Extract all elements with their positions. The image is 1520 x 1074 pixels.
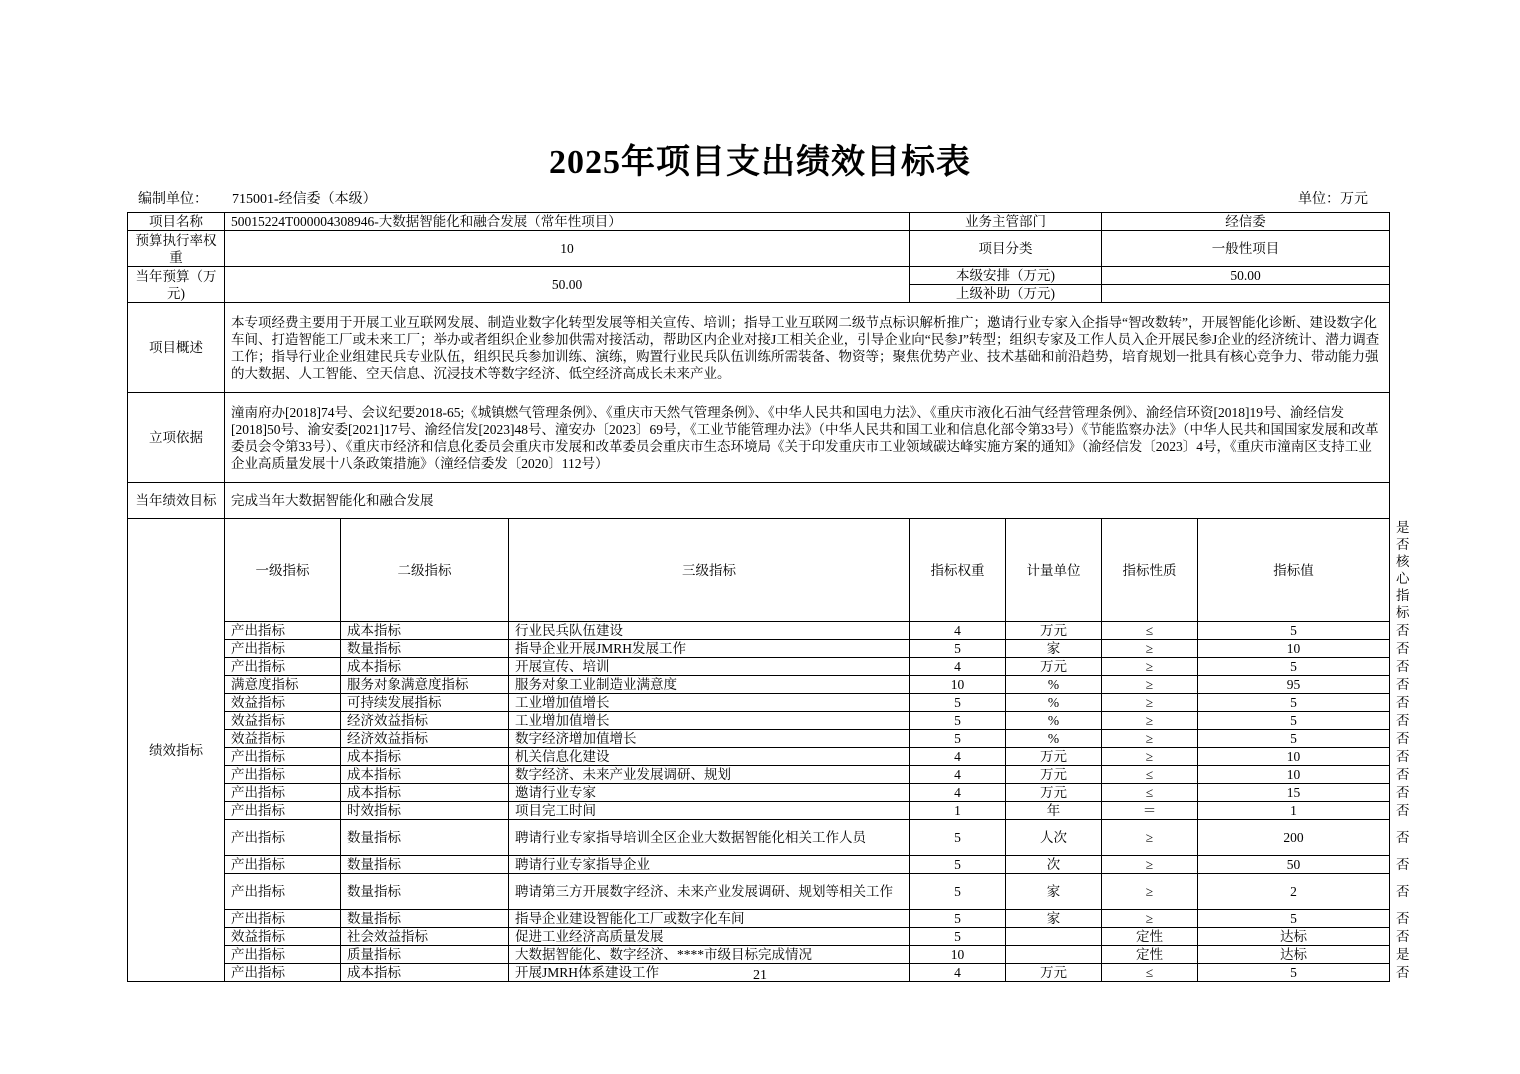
indicator-level1: 产出指标 (225, 640, 341, 658)
compiling-unit-label: 编制单位： (138, 192, 208, 207)
page-title: 2025年项目支出绩效目标表 (549, 144, 971, 181)
indicator-level2: 质量指标 (341, 946, 509, 964)
indicator-row: 产出指标 质量指标 大数据智能化、数字经济、****市级目标完成情况 10 定性 达标 是 (128, 946, 1390, 964)
indicator-level1: 产出指标 (225, 784, 341, 802)
indicator-level2: 成本指标 (341, 748, 509, 766)
indicator-level1: 满意度指标 (225, 676, 341, 694)
indicator-nature: ≥ (1102, 640, 1198, 658)
indicator-level3: 聘请第三方开展数字经济、未来产业发展调研、规划等相关工作 (509, 874, 910, 910)
indicator-level1: 效益指标 (225, 730, 341, 748)
goal-label: 当年绩效目标 (128, 483, 225, 519)
performance-target-table (127, 212, 1410, 982)
indicator-level3: 数字经济增加值增长 (509, 730, 910, 748)
indicator-weight: 5 (910, 730, 1006, 748)
indicator-unit: % (1006, 712, 1102, 730)
indicator-row: 产出指标 成本指标 机关信息化建设 4 万元 ≥ 10 否 (128, 748, 1390, 766)
indicator-unit: 家 (1006, 874, 1102, 910)
indicator-level2: 可持续发展指标 (341, 694, 509, 712)
indicator-weight: 4 (910, 658, 1006, 676)
row-exec-weight (128, 231, 1390, 267)
indicator-unit: 万元 (1006, 748, 1102, 766)
indicator-header-row: 绩效指标 一级指标 二级指标 三级指标 指标权重 计量单位 指标性质 指标值 是否核心指标 (128, 519, 1390, 622)
indicator-weight: 5 (910, 874, 1006, 910)
indicator-weight: 5 (910, 712, 1006, 730)
indicator-level1: 产出指标 (225, 964, 341, 982)
indicator-weight: 4 (910, 748, 1006, 766)
indicator-value: 50 (1198, 856, 1390, 874)
indicator-row: 产出指标 数量指标 聘请行业专家指导培训全区企业大数据智能化相关工作人员 5 人次 ≥ 200 否 (128, 820, 1390, 856)
row-basis (128, 393, 1390, 483)
indicator-level3: 邀请行业专家 (509, 784, 910, 802)
indicator-level1: 产出指标 (225, 658, 341, 676)
indicator-nature: ≤ (1102, 766, 1198, 784)
indicator-weight: 5 (910, 694, 1006, 712)
row-budget-local (128, 267, 1390, 285)
indicator-level2: 成本指标 (341, 622, 509, 640)
indicator-nature: ≤ (1102, 622, 1198, 640)
indicator-level3: 数字经济、未来产业发展调研、规划 (509, 766, 910, 784)
indicator-value: 5 (1198, 622, 1390, 640)
indicator-level1: 产出指标 (225, 802, 341, 820)
indicator-level2: 经济效益指标 (341, 712, 509, 730)
currency-unit: 单位：万元 (1298, 192, 1368, 207)
indicator-row: 效益指标 可持续发展指标 工业增加值增长 5 % ≥ 5 否 (128, 694, 1390, 712)
category-label: 项目分类 (910, 231, 1102, 267)
indicator-nature: 定性 (1102, 946, 1198, 964)
category-value: 一般性项目 (1102, 231, 1390, 267)
department-label: 业务主管部门 (910, 213, 1102, 231)
basis-label: 立项依据 (128, 393, 225, 483)
indicator-level2: 社会效益指标 (341, 928, 509, 946)
indicator-level2: 数量指标 (341, 856, 509, 874)
indicator-value: 95 (1198, 676, 1390, 694)
indicator-level3: 工业增加值增长 (509, 694, 910, 712)
indicator-level3: 行业民兵队伍建设 (509, 622, 910, 640)
indicator-row: 产出指标 成本指标 行业民兵队伍建设 4 万元 ≤ 5 否 (128, 622, 1390, 640)
indicator-row: 效益指标 经济效益指标 工业增加值增长 5 % ≥ 5 否 (128, 712, 1390, 730)
indicator-value: 5 (1198, 712, 1390, 730)
indicator-unit: % (1006, 730, 1102, 748)
row-project-name (128, 213, 1390, 231)
indicator-weight: 4 (910, 766, 1006, 784)
indicator-weight: 5 (910, 640, 1006, 658)
goal-value: 完成当年大数据智能化和融合发展 (225, 483, 1390, 519)
indicator-nature: ≤ (1102, 964, 1198, 982)
indicator-level3: 开展JMRH体系建设工作 (509, 964, 910, 982)
indicator-unit: 人次 (1006, 820, 1102, 856)
indicator-value: 1 (1198, 802, 1390, 820)
header-value: 指标值 (1198, 519, 1390, 622)
indicator-unit (1006, 928, 1102, 946)
indicator-level3: 项目完工时间 (509, 802, 910, 820)
indicator-weight: 5 (910, 910, 1006, 928)
indicator-level3: 工业增加值增长 (509, 712, 910, 730)
indicator-row: 产出指标 时效指标 项目完工时间 1 年 ＝ 1 否 (128, 802, 1390, 820)
indicator-level3: 聘请行业专家指导培训全区企业大数据智能化相关工作人员 (509, 820, 910, 856)
indicator-level3: 聘请行业专家指导企业 (509, 856, 910, 874)
basis-value: 潼南府办[2018]74号、会议纪要2018-65;《城镇燃气管理条例》、《重庆市天然气管理条例》、《中华人民共和国电力法》、《重庆市液化石油气经营管理条例》、渝经信环资[2018]19号、渝经信发[2018]50号、渝安委[2021]17号、渝经信发[2023]48号、潼安办〔2023〕69号，《工业节能管理办法》（中华人民共和国工业和信息化部令第33号）《节能监察办法》（中华人民共和国国家发展和改革委员会令第33号）、《重庆市经济和信息化委员会重庆市发展和改革委员会重庆市生态环境局《关于印发重庆市工业领域碳达峰实施方案的通知》（渝经信发〔2023〕4号，《重庆市潼南区支持工业企业高质量发展十八条政策措施》（潼经信委发〔2020〕112号） (225, 393, 1390, 483)
indicator-level3: 大数据智能化、数字经济、****市级目标完成情况 (509, 946, 910, 964)
indicator-level1: 产出指标 (225, 874, 341, 910)
indicator-nature: ≥ (1102, 748, 1198, 766)
department-value: 经信委 (1102, 213, 1390, 231)
indicator-row: 产出指标 数量指标 指导企业开展JMRH发展工作 5 家 ≥ 10 否 (128, 640, 1390, 658)
indicator-level1: 产出指标 (225, 856, 341, 874)
indicator-weight: 5 (910, 928, 1006, 946)
indicator-level2: 数量指标 (341, 874, 509, 910)
indicator-value: 5 (1198, 694, 1390, 712)
indicator-level2: 成本指标 (341, 766, 509, 784)
row-goal (128, 483, 1390, 519)
indicator-row: 产出指标 成本指标 开展宣传、培训 4 万元 ≥ 5 否 (128, 658, 1390, 676)
superior-label: 上级补助（万元) (910, 285, 1102, 303)
indicator-weight: 4 (910, 784, 1006, 802)
local-label: 本级安排（万元) (910, 267, 1102, 285)
indicator-value: 5 (1198, 910, 1390, 928)
header-l3: 三级指标 (509, 519, 910, 622)
indicator-value: 5 (1198, 730, 1390, 748)
indicator-row: 效益指标 社会效益指标 促进工业经济高质量发展 5 定性 达标 否 (128, 928, 1390, 946)
indicators-label: 绩效指标 (128, 519, 225, 982)
indicator-unit: % (1006, 676, 1102, 694)
indicator-value: 10 (1198, 766, 1390, 784)
indicator-level1: 产出指标 (225, 820, 341, 856)
indicator-level3: 机关信息化建设 (509, 748, 910, 766)
indicator-value: 达标 (1198, 946, 1390, 964)
indicator-weight: 5 (910, 856, 1006, 874)
indicator-row: 产出指标 成本指标 开展JMRH体系建设工作 4 万元 ≤ 5 否 (128, 964, 1390, 982)
indicator-row: 产出指标 数量指标 聘请行业专家指导企业 5 次 ≥ 50 否 (128, 856, 1390, 874)
indicator-unit: 万元 (1006, 658, 1102, 676)
compiling-unit (138, 188, 377, 208)
overview-value: 本专项经费主要用于开展工业互联网发展、制造业数字化转型发展等相关宣传、培训；指导工业互联网二级节点标识解析推广；邀请行业专家入企指导“智改数转”，开展智能化诊断、建设数字化车间、打造智能工厂或未来工厂；举办或者组织企业参加供需对接活动，帮助区内企业对接J工相关企业，引导企业向“民参J”转型；组织专家及工作人员入企开展民参J企业的经济统计、潜力调查工作；指导行业企业组建民兵专业队伍，组织民兵参加训练、演练，购置行业民兵队伍训练所需装备、物资等；聚焦优势产业、技术基础和前沿趋势，培育规划一批具有核心竞争力、带动能力强的大数据、人工智能、空天信息、沉浸技术等数字经济、低空经济高成长未来产业。 (225, 303, 1390, 393)
header-l1: 一级指标 (225, 519, 341, 622)
indicator-weight: 4 (910, 964, 1006, 982)
indicator-value: 200 (1198, 820, 1390, 856)
indicator-nature: ≥ (1102, 910, 1198, 928)
indicator-nature: ≤ (1102, 784, 1198, 802)
indicator-value: 15 (1198, 784, 1390, 802)
header-unit: 计量单位 (1006, 519, 1102, 622)
indicator-level3: 指导企业开展JMRH发展工作 (509, 640, 910, 658)
overview-label: 项目概述 (128, 303, 225, 393)
indicator-nature: ＝ (1102, 802, 1198, 820)
indicator-unit: % (1006, 694, 1102, 712)
indicator-weight: 10 (910, 946, 1006, 964)
budget-value: 50.00 (225, 267, 910, 303)
indicator-level1: 产出指标 (225, 622, 341, 640)
indicator-level2: 数量指标 (341, 910, 509, 928)
exec-weight-label: 预算执行率权重 (128, 231, 225, 267)
indicator-nature: ≥ (1102, 694, 1198, 712)
indicator-value: 10 (1198, 748, 1390, 766)
indicator-weight: 10 (910, 676, 1006, 694)
indicator-nature: ≥ (1102, 730, 1198, 748)
indicator-nature: ≥ (1102, 658, 1198, 676)
local-value: 50.00 (1102, 267, 1390, 285)
indicator-level2: 成本指标 (341, 658, 509, 676)
budget-label: 当年预算（万元) (128, 267, 225, 303)
indicator-value: 10 (1198, 640, 1390, 658)
indicator-row: 产出指标 成本指标 数字经济、未来产业发展调研、规划 4 万元 ≤ 10 否 (128, 766, 1390, 784)
header-l2: 二级指标 (341, 519, 509, 622)
indicator-row: 产出指标 成本指标 邀请行业专家 4 万元 ≤ 15 否 (128, 784, 1390, 802)
project-name-value: 50015224T000004308946-大数据智能化和融合发展（常年性项目） (225, 213, 910, 231)
indicator-level2: 数量指标 (341, 640, 509, 658)
indicator-row: 满意度指标 服务对象满意度指标 服务对象工业制造业满意度 10 % ≥ 95 否 (128, 676, 1390, 694)
row-overview (128, 303, 1390, 393)
indicator-value: 5 (1198, 658, 1390, 676)
indicator-row: 产出指标 数量指标 聘请第三方开展数字经济、未来产业发展调研、规划等相关工作 5 家 ≥ 2 否 (128, 874, 1390, 910)
project-name-label: 项目名称 (128, 213, 225, 231)
indicator-unit (1006, 946, 1102, 964)
indicator-level1: 产出指标 (225, 946, 341, 964)
indicator-value: 2 (1198, 874, 1390, 910)
indicator-unit: 家 (1006, 640, 1102, 658)
indicator-level3: 开展宣传、培训 (509, 658, 910, 676)
indicator-weight: 5 (910, 820, 1006, 856)
indicator-nature: ≥ (1102, 856, 1198, 874)
indicator-level3: 服务对象工业制造业满意度 (509, 676, 910, 694)
exec-weight-value: 10 (225, 231, 910, 267)
indicator-nature: ≥ (1102, 712, 1198, 730)
indicator-value: 达标 (1198, 928, 1390, 946)
indicator-level3: 指导企业建设智能化工厂或数字化车间 (509, 910, 910, 928)
indicator-level2: 成本指标 (341, 784, 509, 802)
indicator-unit: 万元 (1006, 622, 1102, 640)
indicator-level1: 产出指标 (225, 766, 341, 784)
compiling-unit-value: 715001-经信委（本级） (232, 192, 377, 207)
indicator-level2: 服务对象满意度指标 (341, 676, 509, 694)
indicator-level1: 效益指标 (225, 694, 341, 712)
indicator-nature: 定性 (1102, 928, 1198, 946)
indicator-row: 效益指标 经济效益指标 数字经济增加值增长 5 % ≥ 5 否 (128, 730, 1390, 748)
indicator-level1: 效益指标 (225, 712, 341, 730)
indicator-level1: 效益指标 (225, 928, 341, 946)
indicator-unit: 家 (1006, 910, 1102, 928)
indicator-unit: 万元 (1006, 964, 1102, 982)
indicator-unit: 次 (1006, 856, 1102, 874)
superior-value (1102, 285, 1390, 303)
header-weight: 指标权重 (910, 519, 1006, 622)
indicator-level1: 产出指标 (225, 910, 341, 928)
indicator-nature: ≥ (1102, 874, 1198, 910)
indicator-nature: ≥ (1102, 676, 1198, 694)
indicator-nature: ≥ (1102, 820, 1198, 856)
indicator-unit: 万元 (1006, 766, 1102, 784)
indicator-level2: 经济效益指标 (341, 730, 509, 748)
page-number: 21 (753, 968, 767, 983)
indicator-row: 产出指标 数量指标 指导企业建设智能化工厂或数字化车间 5 家 ≥ 5 否 (128, 910, 1390, 928)
indicator-level1: 产出指标 (225, 748, 341, 766)
indicator-unit: 万元 (1006, 784, 1102, 802)
indicator-weight: 1 (910, 802, 1006, 820)
indicator-weight: 4 (910, 622, 1006, 640)
indicator-value: 5 (1198, 964, 1390, 982)
indicator-unit: 年 (1006, 802, 1102, 820)
indicator-level2: 时效指标 (341, 802, 509, 820)
indicator-level2: 数量指标 (341, 820, 509, 856)
indicator-level2: 成本指标 (341, 964, 509, 982)
header-nature: 指标性质 (1102, 519, 1198, 622)
indicator-level3: 促进工业经济高质量发展 (509, 928, 910, 946)
